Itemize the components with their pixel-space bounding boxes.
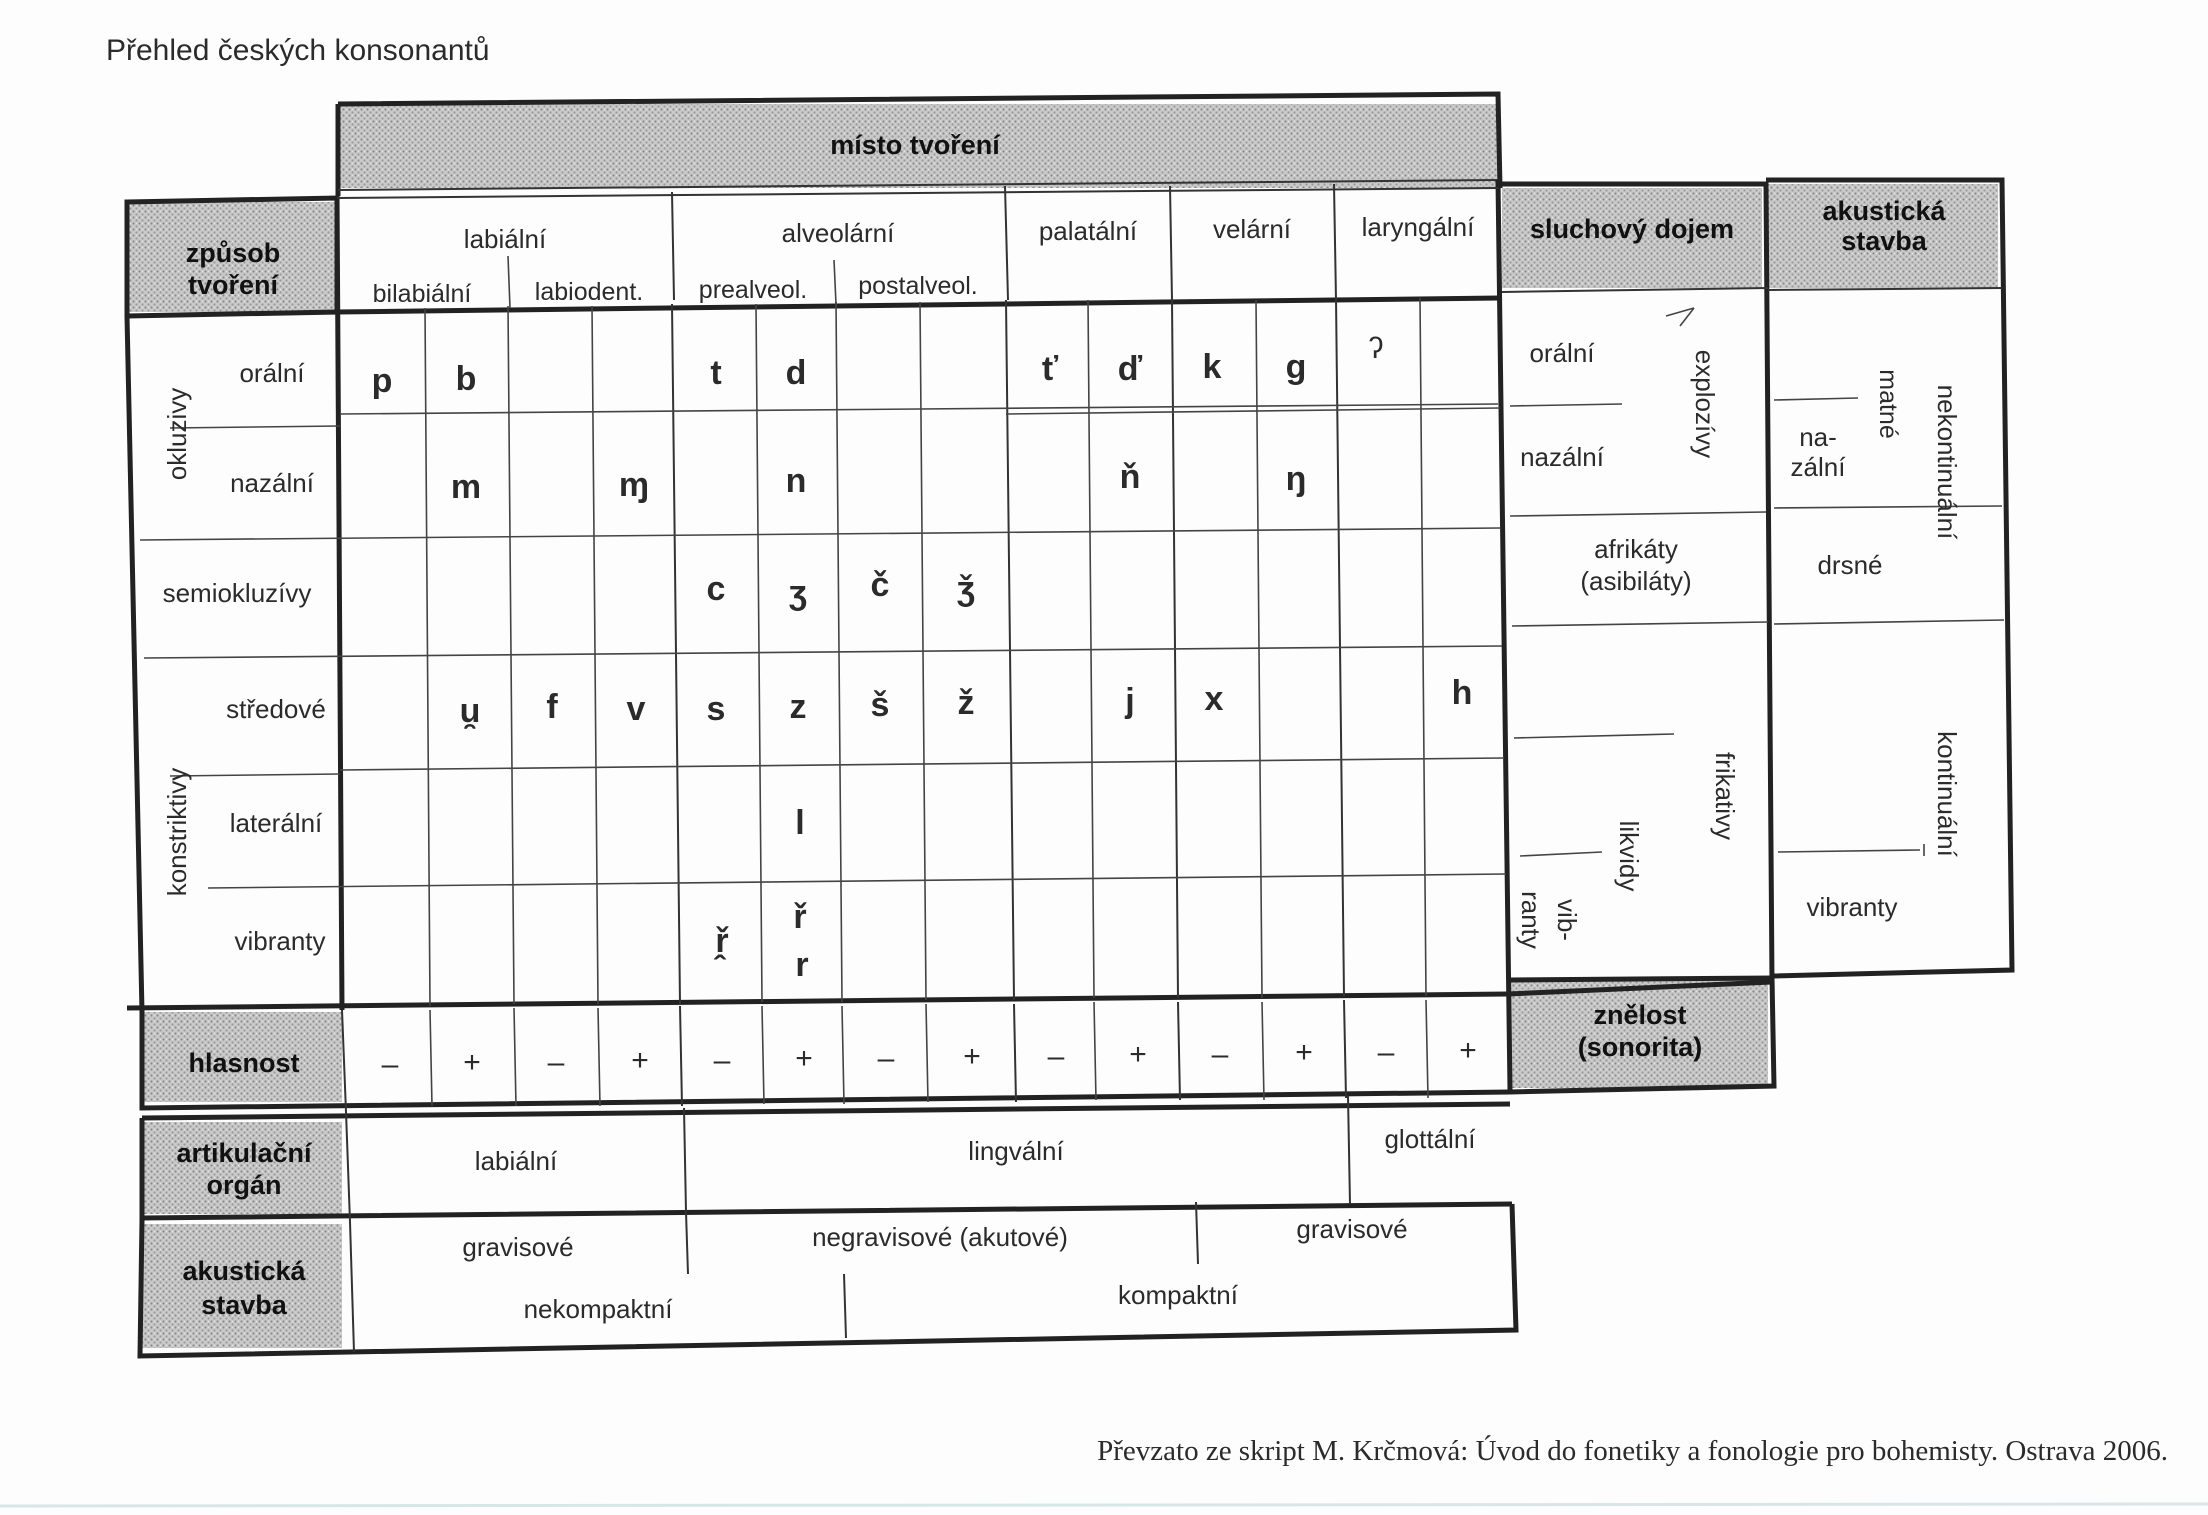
symbol-x: x <box>1204 680 1224 718</box>
symbol-dzh: ǯ <box>957 570 975 608</box>
manner-lateralni: laterální <box>229 808 323 838</box>
page-title: Přehled českých konsonantů <box>106 34 490 67</box>
manner-stredove: středové <box>226 694 326 724</box>
sluchovy-frikativy: frikativy <box>1710 751 1740 841</box>
sluchovy-asibilaty: (asibiláty) <box>1580 566 1692 596</box>
place-palatalni: palatální <box>1038 216 1138 246</box>
symbol-g: g <box>1285 348 1307 386</box>
symbol-c: c <box>706 570 726 608</box>
misto-tvoreni-label: místo tvoření <box>830 130 1000 160</box>
sluchovy-oralni: orální <box>1529 338 1595 368</box>
artikulacni-label-1: artikulační <box>176 1138 312 1168</box>
hlasnost-8: + <box>963 1040 981 1073</box>
symbol-b: b <box>455 360 477 398</box>
artikulacni-labialni: labiální <box>474 1146 558 1176</box>
symbol-k: k <box>1202 348 1222 386</box>
akusticka-stavba-bottom-header <box>142 1224 342 1348</box>
akusticka-zalni: zální <box>1790 452 1846 482</box>
zpusob-label-1: způsob <box>185 238 281 268</box>
sluchovy-explozivy: explozívy <box>1690 349 1720 459</box>
symbol-dz: ʒ <box>789 574 807 612</box>
consonant-symbols <box>372 332 1473 984</box>
manner-nazalni: nazální <box>230 468 314 498</box>
hlasnost-9: – <box>1047 1040 1065 1073</box>
sluchovy-nazalni: nazální <box>1520 442 1604 472</box>
manner-semiokluzivy: semiokluzívy <box>162 578 312 608</box>
symbol-r: r <box>795 946 809 984</box>
place-labiodent: labiodent. <box>534 278 644 306</box>
sluchovy-dojem-column <box>1510 308 1768 949</box>
hlasnost-14: + <box>1459 1034 1477 1067</box>
manner-konstriktivy: konstriktivy <box>162 767 192 897</box>
place-bilabialni: bilabiální <box>372 280 472 308</box>
symbol-sh: š <box>870 686 890 724</box>
hlasnost-label: hlasnost <box>188 1048 300 1078</box>
symbol-nj: ň <box>1119 458 1141 496</box>
symbol-l: l <box>795 804 805 842</box>
place-prealveol: prealveol. <box>698 276 808 304</box>
hlasnost-12: + <box>1295 1036 1313 1069</box>
akusticka-matne: matné <box>1874 369 1902 439</box>
symbol-s: s <box>706 690 726 728</box>
artikulacni-lingvalni: lingvální <box>968 1136 1064 1166</box>
consonant-grid-columns <box>425 298 1426 1006</box>
scan-edge <box>0 1504 2208 1506</box>
akusticka-vibranty: vibranty <box>1806 892 1898 922</box>
symbol-zh: ž <box>957 684 975 722</box>
symbol-dj: ď <box>1117 350 1143 388</box>
akusticka-gravisove-2: gravisové <box>1296 1214 1408 1244</box>
symbol-rr-voiceless: ř̭ <box>715 922 729 960</box>
hlasnost-5: – <box>713 1044 731 1077</box>
akusticka-kompaktni: kompaktní <box>1118 1280 1238 1310</box>
hlasnost-10: + <box>1129 1038 1147 1071</box>
akusticka-nekontinualni: nekontinuální <box>1932 384 1962 540</box>
sluchovy-ranty: ranty <box>1516 891 1546 949</box>
hlasnost-3: – <box>547 1046 565 1079</box>
hlasnost-values <box>382 1000 1477 1106</box>
symbol-rr: ř <box>793 898 807 936</box>
hlasnost-2: + <box>463 1046 481 1079</box>
manner-oralni: orální <box>239 358 305 388</box>
symbol-d: d <box>785 354 807 392</box>
place-labialni: labiální <box>463 224 547 254</box>
symbol-ng: ŋ <box>1285 460 1307 498</box>
sluchovy-likvidy: likvidy <box>1614 820 1644 892</box>
symbol-w: u̯ <box>459 692 481 730</box>
symbol-glottal-stop: ʔ <box>1368 332 1384 365</box>
sluchovy-dojem-label: sluchový dojem <box>1529 214 1735 244</box>
zpusob-label-2: tvoření <box>187 270 279 300</box>
akusticka-negravisove: negravisové (akutové) <box>812 1222 1068 1252</box>
hlasnost-1: – <box>381 1048 399 1081</box>
akusticka-right-label-1: akustická <box>1822 196 1946 226</box>
znelost-label-2: (sonorita) <box>1577 1032 1703 1062</box>
symbol-t: t <box>710 354 722 392</box>
manner-vibranty: vibranty <box>234 926 326 956</box>
symbol-m: m <box>450 468 482 506</box>
place-laryngalni: laryngální <box>1361 212 1475 242</box>
symbol-f: f <box>546 688 558 726</box>
akusticka-drsne: drsné <box>1817 550 1883 580</box>
akusticka-gravisove-1: gravisové <box>462 1232 574 1262</box>
place-postalveol: postalveol. <box>858 272 978 300</box>
symbol-ch: č <box>870 566 890 604</box>
place-alveolarni: alveolární <box>781 218 895 248</box>
symbol-z: z <box>789 688 807 726</box>
akusticka-bottom-label-1: akustická <box>182 1256 306 1286</box>
symbol-mf: ɱ <box>618 466 650 504</box>
artikulacni-label-2: orgán <box>206 1170 282 1200</box>
symbol-n: n <box>785 462 807 500</box>
symbol-j: j <box>1125 682 1135 720</box>
hlasnost-4: + <box>631 1044 649 1077</box>
symbol-h: h <box>1451 674 1473 712</box>
akusticka-bottom-row <box>462 1202 1407 1338</box>
akusticka-kontinualni: kontinuální <box>1932 731 1962 857</box>
sluchovy-vib: vib- <box>1552 899 1582 941</box>
symbol-v: v <box>626 690 646 728</box>
source-credit: Převzato ze skript M. Krčmová: Úvod do fonetiky a fonologie pro bohemisty. Ostrava 2006. <box>1097 1435 2168 1467</box>
artikulacni-organ-header <box>142 1122 342 1214</box>
hlasnost-7: – <box>877 1042 895 1075</box>
place-velarni: velární <box>1212 214 1292 244</box>
sluchovy-afrikaty: afrikáty <box>1594 534 1678 564</box>
manner-okluzivy: okluzivy <box>162 387 192 481</box>
hlasnost-6: + <box>795 1042 813 1075</box>
akusticka-right-label-2: stavba <box>1841 226 1927 256</box>
artikulacni-glottalni: glottální <box>1384 1124 1476 1154</box>
znelost-label-1: znělost <box>1593 1000 1687 1030</box>
hlasnost-13: – <box>1377 1036 1395 1069</box>
akusticka-na: na- <box>1799 422 1837 452</box>
symbol-tj: ť <box>1041 350 1059 388</box>
akusticka-right-column <box>1774 369 2004 922</box>
akusticka-bottom-label-2: stavba <box>201 1290 287 1320</box>
hlasnost-11: – <box>1211 1038 1229 1071</box>
symbol-p: p <box>371 362 393 400</box>
akusticka-nekompaktni: nekompaktní <box>523 1294 673 1324</box>
